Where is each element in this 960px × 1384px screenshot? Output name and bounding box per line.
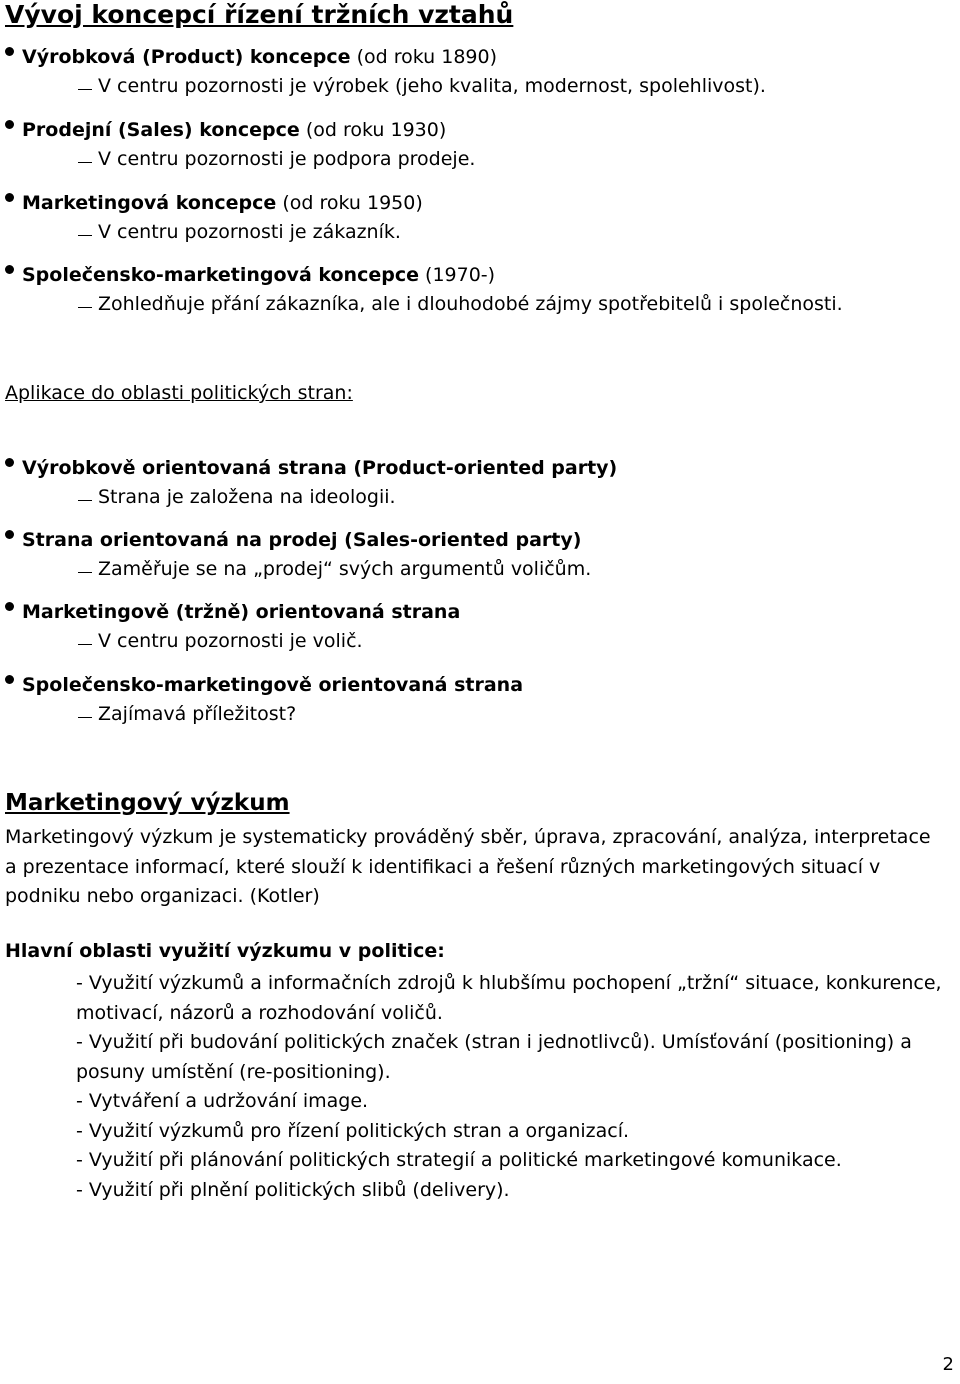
bullet-icon (5, 47, 14, 56)
party-item: Marketingově (tržně) orientovaná strana V centru pozornosti je volič. (5, 599, 460, 654)
concept-item: Společensko-marketingová koncepce (1970-) Zohledňuje přání zákazníka, ale i dlouhodobé zájmy spotřebitelů i společnosti. (5, 262, 843, 317)
concept-item: Výrobková (Product) koncepce (od roku 1890) V centru pozornosti je výrobek (jeho kvalita, modernost, spolehlivost). (5, 44, 766, 99)
application-heading: Aplikace do oblasti politických stran: (5, 382, 353, 404)
bullet-icon (5, 193, 14, 202)
bullet-icon (5, 458, 14, 467)
list-item: - Využití výzkumů a informačních zdrojů k hlubšímu pochopení „tržní“ situace, konkurence, motivací, názorů a rozhodování voličů. (76, 972, 942, 1024)
page-title: Vývoj koncepcí řízení tržních vztahů (5, 0, 514, 29)
bullet-icon (5, 675, 14, 684)
list-item: - Využití při plánování politických strategií a politické marketingové komunikace. (76, 1149, 842, 1171)
list-item: - Využití při budování politických značek (stran i jednotlivců). Umísťování (positioning) a posuny umístění (re-positioning). (76, 1031, 912, 1083)
page-number: 2 (942, 1354, 954, 1375)
list-item: - Vytváření a udržování image. (76, 1090, 369, 1112)
dash-icon (78, 307, 92, 308)
research-heading: Marketingový výzkum (5, 790, 290, 816)
dash-icon (78, 89, 92, 90)
dash-icon (78, 644, 92, 645)
concept-item: Prodejní (Sales) koncepce (od roku 1930) V centru pozornosti je podpora prodeje. (5, 117, 475, 172)
dash-icon (78, 235, 92, 236)
party-item: Výrobkově orientovaná strana (Product-oriented party) Strana je založena na ideologii. (5, 455, 617, 510)
list-item: - Využití při plnění politických slibů (delivery). (76, 1178, 510, 1201)
dash-icon (78, 717, 92, 718)
bullet-icon (5, 530, 14, 539)
areas-heading: Hlavní oblasti využití výzkumu v politice: (5, 940, 445, 962)
dash-icon (78, 500, 92, 501)
bullet-icon (5, 602, 14, 611)
party-item: Strana orientovaná na prodej (Sales-oriented party) Zaměřuje se na „prodej“ svých argumentů voličům. (5, 527, 591, 582)
concept-item: Marketingová koncepce (od roku 1950) V centru pozornosti je zákazník. (5, 190, 423, 245)
research-paragraph: Marketingový výzkum je systematicky prováděný sběr, úprava, zpracování, analýza, interpretace a prezentace informací, které slouží k identifikaci a řešení různých marketingových situací v podniku nebo organizaci. (Kotler) (5, 826, 931, 907)
areas-list (76, 969, 946, 1205)
party-item: Společensko-marketingově orientovaná strana Zajímavá příležitost? (5, 672, 523, 727)
list-item: - Využití výzkumů pro řízení politických stran a organizací. (76, 1119, 630, 1142)
bullet-icon (5, 120, 14, 129)
bullet-icon (5, 265, 14, 274)
dash-icon (78, 572, 92, 573)
dash-icon (78, 162, 92, 163)
